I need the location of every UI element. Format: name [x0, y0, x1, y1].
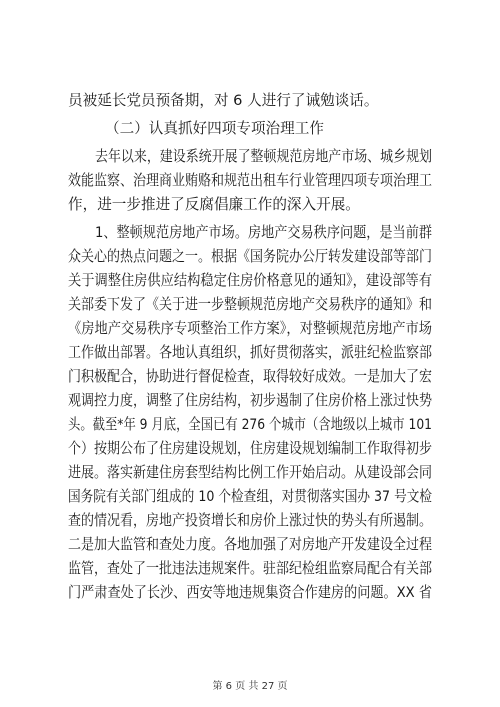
text-line [0, 389, 500, 413]
text-line [0, 169, 500, 193]
line-text: 效能监察、治理商业贿赂和规范出租车行业管理四项专项治理工 [68, 172, 432, 189]
text-line [0, 341, 500, 365]
text-line [0, 485, 500, 509]
line-text: 关于调整住房供应结构稳定住房价格意见的通知》，建设部等有 [68, 272, 432, 289]
line-text: 作，进一步推进了反腐倡廉工作的深入开展。 [68, 196, 360, 213]
text-line [0, 413, 500, 437]
line-text: 二是加大监管和查处力度。各地加强了对房地产开发建设全过程 [68, 536, 432, 553]
text-line [0, 193, 500, 217]
line-text: 《房地产交易秩序专项整治工作方案》，对整顿规范房地产市场 [68, 320, 432, 337]
text-line [0, 437, 500, 461]
text-line [0, 269, 500, 293]
line-text: 去年以来，建设系统开展了整顿规范房地产市场、城乡规划 [95, 148, 432, 165]
line-text: 门严肃查处了长沙、西安等地违规集资合作建房的问题。XX 省 [68, 584, 432, 601]
line-text: 进展。落实新建住房套型结构比例工作开始启动。从建设部会同 [68, 464, 432, 481]
section-heading [0, 117, 500, 141]
line-text: 头。截至*年 9 月底，全国已有 276 个城市（含地级以上城市 101 [68, 416, 432, 433]
text-line [0, 509, 500, 533]
text-line [0, 245, 500, 269]
line-text: 关部委下发了《关于进一步整顿规范房地产交易秩序的通知》和 [68, 296, 432, 313]
text-line [0, 461, 500, 485]
line-text: 个）按期公布了住房建设规划，住房建设规划编制工作取得初步 [68, 440, 432, 457]
line-text: 监管，查处了一批违法违规案件。驻部纪检组监察局配合有关部 [68, 560, 432, 577]
line-text: 国务院有关部门组成的 10 个检查组，对贯彻落实国办 37 号文检 [68, 488, 432, 505]
text-line [0, 581, 500, 605]
text-line [0, 145, 500, 169]
line-text: 观调控力度，调整了住房结构，初步遏制了住房价格上涨过快势 [68, 392, 432, 409]
text-line [0, 317, 500, 341]
text-line [0, 221, 500, 245]
line-text: 查的情况看，房地产投资增长和房价上涨过快的势头有所遏制。 [68, 512, 432, 529]
page-footer: 第 6 页 共 27 页 [212, 681, 288, 692]
text-line [0, 293, 500, 317]
line-text: 员被延长党员预备期，对 6 人进行了诫勉谈话。 [68, 92, 379, 109]
line-text: 门积极配合，协助进行督促检查，取得较好成效。一是加大了宏 [68, 368, 432, 385]
line-text: （二）认真抓好四项专项治理工作 [105, 120, 324, 137]
text-line [0, 533, 500, 557]
text-line [0, 557, 500, 581]
text-line [0, 89, 500, 113]
line-text: 众关心的热点问题之一。根据《国务院办公厅转发建设部等部门 [68, 248, 432, 265]
line-text: 工作做出部署。各地认真组织，抓好贯彻落实，派驻纪检监察部 [68, 344, 432, 361]
text-line [0, 365, 500, 389]
line-text: 1、整顿规范房地产市场。房地产交易秩序问题，是当前群 [95, 224, 432, 241]
